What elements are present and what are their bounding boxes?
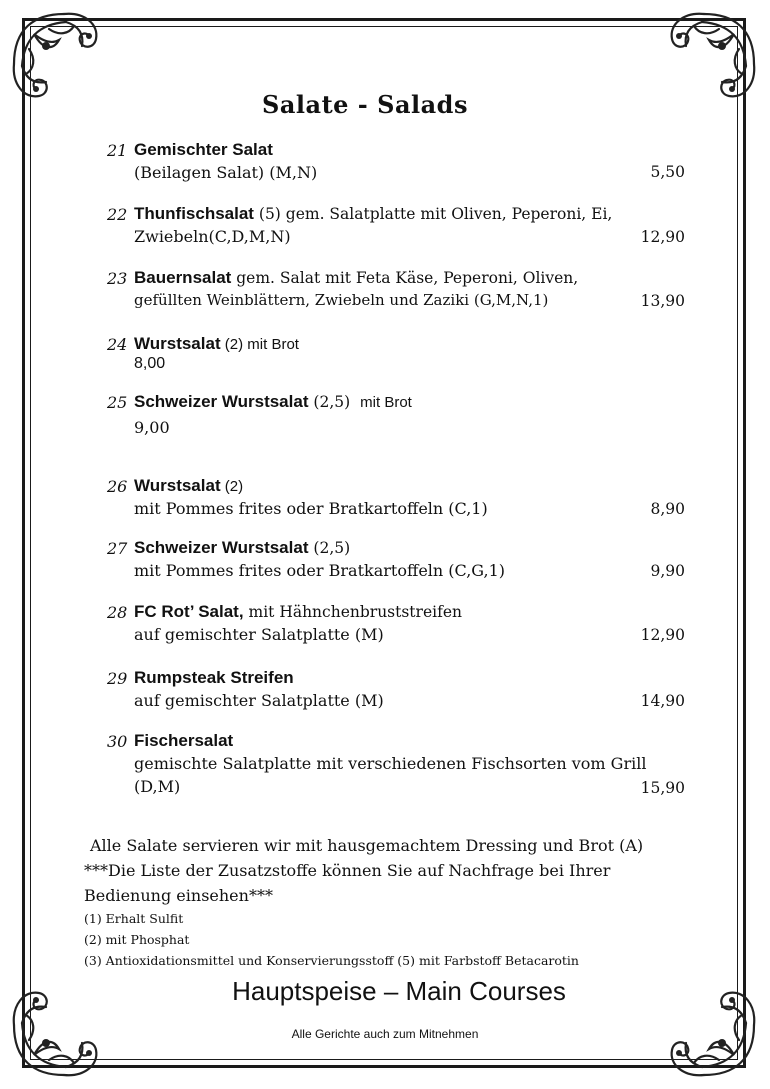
item-number: 25 [107, 393, 128, 412]
additive-note: (3) Antioxidationsmittel und Konservierungsstoff (5) mit Farbstoff Betacarotin [84, 953, 579, 968]
item-number: 22 [107, 205, 128, 224]
item-price: 15,90 [640, 779, 685, 797]
item-description: gefüllten Weinblättern, Zwiebeln und Zaziki (G,M,N,1) [134, 291, 549, 309]
item-number: 21 [107, 141, 128, 160]
item-number: 30 [107, 732, 128, 751]
item-price: 13,90 [640, 292, 685, 310]
item-name: Schweizer Wurstsalat [134, 538, 309, 557]
item-name: Fischersalat [134, 731, 234, 750]
item-price: 9,00 [134, 418, 170, 437]
item-description: (2) [220, 478, 244, 495]
item-name: Wurstsalat [134, 334, 221, 353]
item-price: 12,90 [640, 626, 685, 644]
item-name: Gemischter Salat [134, 140, 273, 159]
additive-note: (1) Erhalt Sulfit [84, 911, 184, 926]
item-number: 24 [107, 335, 128, 354]
item-description: mit Pommes frites oder Bratkartoffeln (C,G,1) [134, 561, 506, 580]
footer-note: Bedienung einsehen*** [84, 886, 273, 905]
footer-note: ***Die Liste der Zusatzstoffe können Sie auf Nachfrage bei Ihrer [84, 861, 611, 880]
item-name: Wurstsalat [134, 476, 221, 495]
item-name: Bauernsalat [134, 268, 232, 287]
item-description: auf gemischter Salatplatte (M) [134, 625, 384, 644]
item-number: 28 [107, 603, 128, 622]
item-description: gemischte Salatplatte mit verschiedenen Fischsorten vom Grill [134, 754, 647, 773]
item-number: 27 [107, 539, 128, 558]
additive-note: (2) mit Phosphat [84, 932, 190, 947]
item-description: mit Brot [360, 394, 412, 411]
item-description: gem. Salat mit Feta Käse, Peperoni, Oliven, [231, 269, 579, 287]
next-section-title: Hauptspeise – Main Courses [232, 976, 566, 1006]
item-price: 8,00 [134, 355, 166, 372]
item-price: 12,90 [640, 228, 685, 246]
item-number: 26 [107, 477, 128, 496]
item-number: 23 [107, 269, 128, 288]
section-title: Salate - Salads [262, 90, 468, 119]
item-description: mit Hähnchenbruststreifen [243, 603, 462, 621]
item-description: (2) mit Brot [220, 336, 299, 353]
item-name: Schweizer Wurstsalat [134, 392, 309, 411]
takeaway-note: Alle Gerichte auch zum Mitnehmen [291, 1027, 479, 1041]
item-price: 14,90 [640, 692, 685, 710]
item-description: (D,M) [134, 777, 181, 796]
item-description: Zwiebeln(C,D,M,N) [134, 227, 291, 246]
item-number: 29 [107, 669, 128, 688]
item-price: 8,90 [650, 500, 685, 518]
item-price: 5,50 [650, 163, 685, 181]
item-price: 9,90 [650, 562, 685, 580]
item-description: (5) gem. Salatplatte mit Oliven, Peperoni, Ei, [253, 205, 613, 223]
footer-note: Alle Salate servieren wir mit hausgemachtem Dressing und Brot (A) [90, 836, 644, 855]
item-name: Thunfischsalat [134, 204, 254, 223]
item-description: mit Pommes frites oder Bratkartoffeln (C,1) [134, 499, 488, 518]
item-name: Rumpsteak Streifen [134, 668, 294, 687]
item-description: auf gemischter Salatplatte (M) [134, 691, 384, 710]
item-name: FC Rot’ Salat, [134, 602, 244, 621]
item-description: (2,5) [308, 393, 351, 411]
item-description: (2,5) [308, 539, 351, 557]
item-description: (Beilagen Salat) (M,N) [134, 163, 318, 182]
